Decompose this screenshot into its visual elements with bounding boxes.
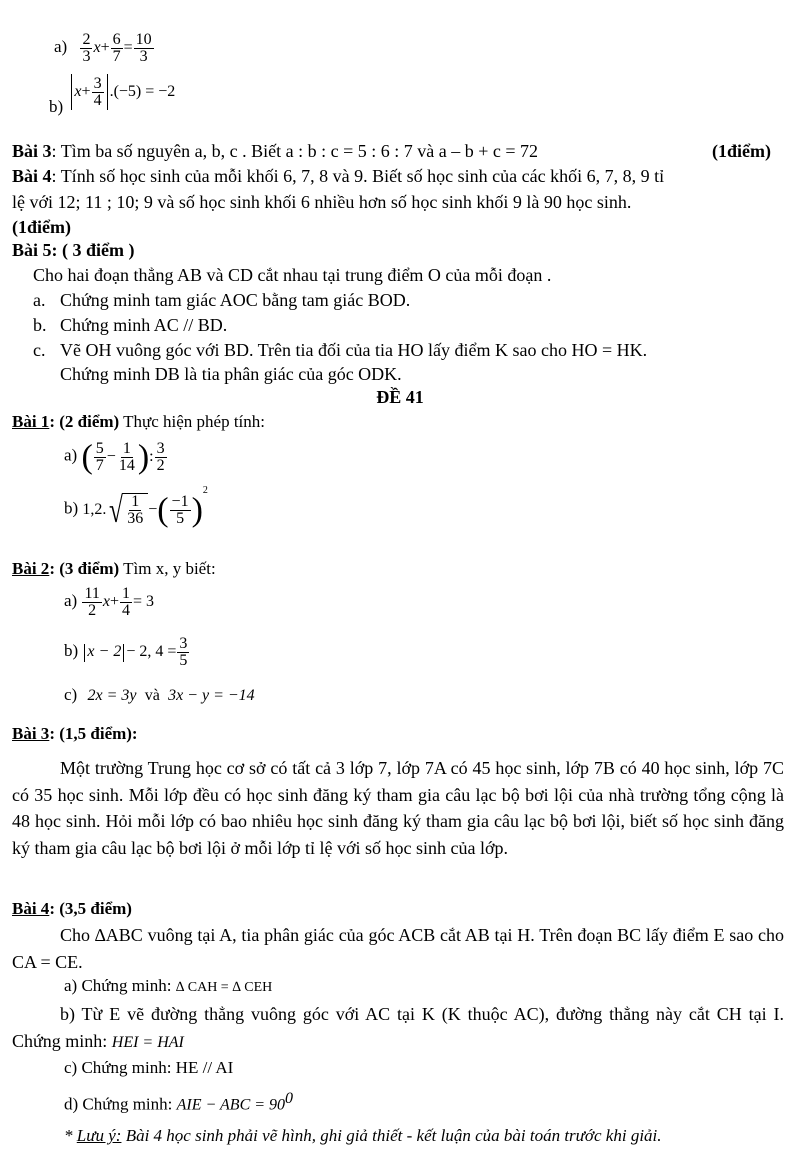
exam-title: ĐỀ 41 [376,387,424,407]
top-item-a [54,32,155,65]
item-text: d) Chứng minh: [64,1094,177,1114]
bai2-item-b [64,636,190,669]
equation-c1: 2x = 3y [87,687,137,704]
equation-bai1-a: ( $\frac{5}{7}$ − $\frac{1}{14}$ ): $\frac{3}{2}$ [81,438,165,475]
item-label: c. [33,340,46,360]
item-label: a) [54,37,68,57]
bai1-points: : (2 điểm) [49,412,120,431]
note-star: * [64,1126,77,1145]
note-text: Bài 4 học sinh phải vẽ hình, ghi giả thiết - kết luận của bài toán trước khi giải. [121,1126,662,1145]
de41-bai4-heading [12,899,132,919]
bai3-paragraph [12,755,784,861]
bai5-item-c [33,340,647,361]
bai4-text-line2: lệ với 12; 11 ; 10; 9 và số học sinh khối 6 nhiều hơn số học sinh khối 9 là 90 học sinh. [12,192,632,212]
bai5-item-b [33,315,227,336]
bai4-label: Bài 4 [12,166,52,186]
equation-a: $\frac{2}{3}$ x+ $\frac{6}{7}$ = $\frac{10}{3}$ [82,31,152,65]
top-item-b [49,74,176,116]
bai3-points: (1điểm) [712,141,771,161]
bai4-item-a [64,976,272,996]
bai3-text: : Tìm ba số nguyên a, b, c . Biết a : b : c = 5 : 6 : 7 và a – b + c = 72 [51,141,539,161]
bai5-intro: Cho hai đoạn thẳng AB và CD cắt nhau tại trung điểm O của mỗi đoạn . [33,265,552,285]
item-text: b) Từ E vẽ đường thẳng vuông góc với AC tại K (K thuộc AC), đường thẳng này cắt CH tại I. Chứng minh: [12,1004,784,1051]
bai1-item-a [64,440,168,474]
bai3-label: Bài 3 [12,724,50,743]
bai3-label: Bài 3 [12,141,52,161]
de41-bai3-heading [12,724,138,744]
bai2-item-c [64,685,255,705]
note [64,1126,662,1146]
bai4-item-b [12,1001,784,1056]
bai3-points: : (1,5 điểm): [49,724,138,743]
bai4-points: (1điểm) [12,217,71,237]
item-text: a) Chứng minh: [64,976,176,995]
item-label: c) [64,685,78,704]
item-math: ∆ CAH = ∆ CEH [175,980,273,995]
equation-b: x+ $\frac{3}{4}$ .(−5) = −2 [69,83,175,100]
equation-c2: 3x − y = −14 [168,687,255,704]
bai5-item-c-cont: Chứng minh DB là tia phân giác của góc ODK. [60,364,402,384]
equation-bai1-b: 1,2. √ $\frac{1}{36}$ −( $\frac{-1}{5}$ )$^2$ [82,485,208,530]
bai4-label: Bài 4 [12,899,50,918]
item-label: b) [64,641,79,661]
bai1-label: Bài 1 [12,412,50,431]
bai4-paragraph-text: Cho ∆ABC vuông tại A, tia phân giác của góc ACB cắt AB tại H. Trên đoạn BC lấy điểm E sao cho CA = CE. [12,925,784,972]
bai4-item-d [64,1090,293,1115]
bai5-item-a [33,290,410,311]
item-text: Chứng minh tam giác AOC bằng tam giác BOD. [60,290,411,310]
top-bai4 [12,166,664,187]
equation-bai2-b: x − 2 − 2, 4 = $\frac{3}{5}$ [82,643,190,660]
bai4-text: : Tính số học sinh của mỗi khối 6, 7, 8 và 9. Biết số học sinh của các khối 6, 7, 8, 9 tỉ [51,166,665,186]
equation-bai2-a: $\frac{11}{2}$ x+ $\frac{1}{4}$ = 3 [84,585,155,619]
bai4-paragraph [12,922,784,975]
note-label: Lưu ý: [76,1126,122,1145]
item-label: b) [64,498,79,518]
bai4-points: : (3,5 điểm) [49,899,132,918]
bai4-item-c: c) Chứng minh: HE // AI [64,1058,234,1077]
de41-bai2-heading [12,559,216,579]
bai5-heading: Bài 5: ( 3 điểm ) [12,240,135,260]
bai2-points: : (3 điểm) [49,559,120,578]
item-math: HEI = HAI [111,1033,184,1051]
bai2-item-a [64,586,154,619]
degree-sup: 0 [285,1090,294,1107]
item-label: a) [64,445,78,465]
item-label: b. [33,315,47,335]
item-text: Chứng minh AC // BD. [60,315,228,335]
bai1-item-b [64,485,208,530]
item-label: a) [64,591,78,611]
item-label: b) [49,96,64,116]
item-text: Vẽ OH vuông góc với BD. Trên tia đối của tia HO lấy điểm K sao cho HO = HK. [60,340,648,360]
item-math: AIE − ABC = 90 [176,1096,286,1114]
item-label: a. [33,290,46,310]
top-bai3 [12,141,538,162]
bai2-text: Tìm x, y biết: [119,559,216,578]
bai1-text: Thực hiện phép tính: [119,412,266,431]
conjunction: và [144,687,160,704]
bai2-label: Bài 2 [12,559,50,578]
de41-bai1-heading [12,412,265,432]
bai3-paragraph-text: Một trường Trung học cơ sở có tất cả 3 lớp 7, lớp 7A có 45 học sinh, lớp 7B có 40 học sinh, lớp 7C có 35 học sinh. Mỗi lớp đều có học sinh đăng ký tham gia câu lạc bộ bơi lội của nhà trường tổng cộng là 48 học sinh. Hỏi mỗi lớp có bao nhiêu học sinh đăng ký tham gia câu lạc bộ bơi lội, biết số học sinh đăng ký tham gia câu lạc bộ bơi lội ở mỗi lớp tỉ lệ với số học sinh của lớp. [12,758,784,858]
